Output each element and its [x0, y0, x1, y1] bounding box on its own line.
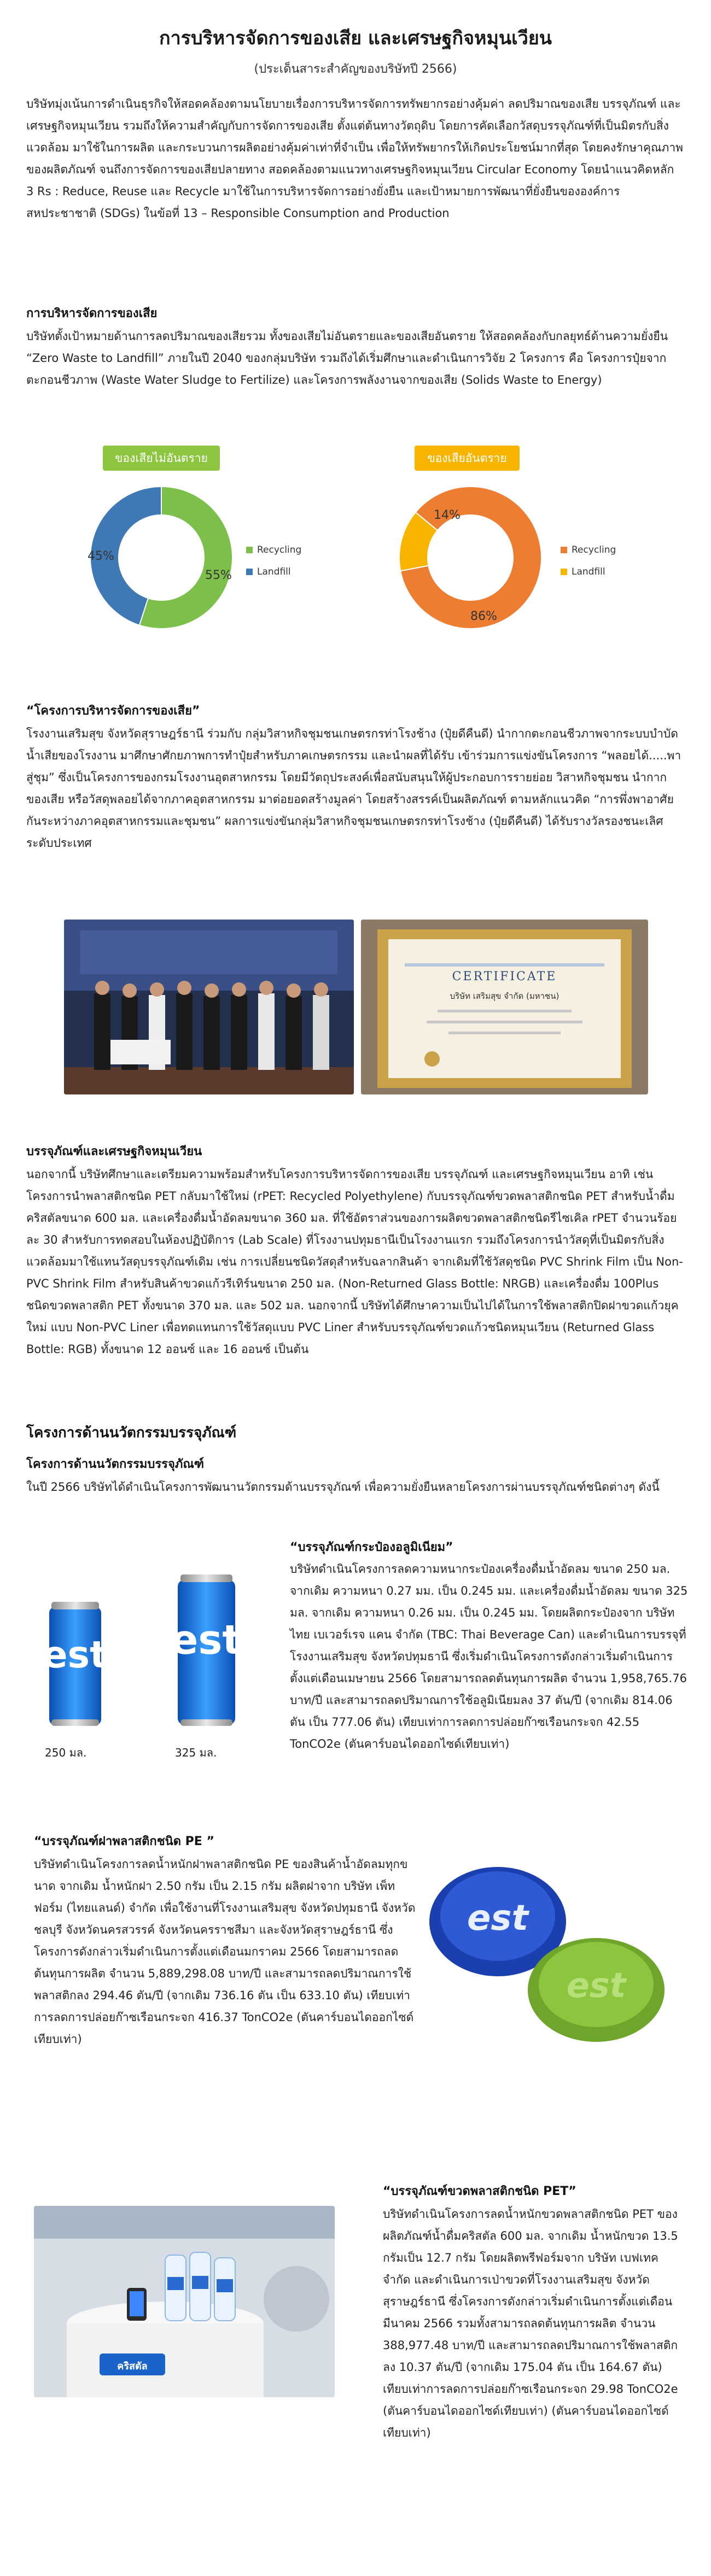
- legend-swatch: [246, 547, 253, 553]
- waste-paragraph: บริษัทตั้งเป้าหมายด้านการลดปริมาณของเสียรวม ทั้งของเสียไม่อันตรายและของเสียอันตราย ให้สอดคล้องกับกลยุทธ์ด้านความยั่งยืน “Zero Waste to Landfill” ภายในปี 2040 ของกลุ่มบริษัท รวมถึงได้เริ่มศึกษาและดำเนินการวิจัย 2 โครงการ คือ โครงการปุ๋ยจากตะกอนชีวภาพ (Waste Water Sludge to Fertilize) และโครงการพลังงานจากของเสีย (Solids Waste to Energy): [26, 330, 668, 387]
- can-large-logo: est: [171, 1617, 242, 1664]
- can-image: [33, 1564, 273, 1738]
- cap-heading: “บรรจุภัณฑ์ฝาพลาสติกชนิด PE ”: [34, 1835, 214, 1848]
- can-paragraph: บริษัทดำเนินโครงการลดความหนากระป๋องเครื่องดื่มน้ำอัดลม ขนาด 250 มล. จากเดิม ความหนา 0.27 มม. เป็น 0.245 มม. และเครื่องดื่มน้ำอัดลม ขนาด 325 มล. จากเดิม ความหนา 0.26 มม. เป็น 0.245 มม. โดยผลิตกระป๋องจาก บริษัท ไทย เบเวอร์เรจ แคน จำกัด (TBC: Thai Beverage Can) และดำเนินการบรรจุที่โรงงานเสริมสุข จังหวัดปทุมธานี ซึ่งเริ่มดำเนินโครงการดังกล่าวเริ่มดำเนินการตั้งแต่เดือนเมษายน 2566 โดยสามารถลดต้นทุนการผลิต จำนวน 1,958,765.76 บาท/ปี และสามารถลดปริมาณการใช้อลูมิเนียมลง 37 ตัน/ปี (จากเดิม 814.06 ตัน เป็น 777.06 ตัน) เทียบเท่าการลดการปล่อยก๊าซเรือนกระจก 42.55 TonCO2e (ตันคาร์บอนไดออกไซด์เทียบเท่า): [290, 1562, 688, 1750]
- can-heading: “บรรจุภัณฑ์กระป๋องอลูมิเนียม”: [290, 1541, 453, 1554]
- legend-swatch: [246, 569, 253, 575]
- waste-heading: การบริหารจัดการของเสีย: [26, 307, 158, 320]
- can-small: [42, 1602, 107, 1726]
- can-large: [171, 1574, 242, 1726]
- legend-swatch: [561, 569, 567, 575]
- chart2-legend-recycling: [561, 545, 616, 555]
- chart1-legend-recycling: [246, 545, 301, 555]
- certificate-title: CERTIFICATE: [452, 970, 557, 983]
- certificate-photo: [361, 920, 648, 1094]
- innovation-heading: โครงการด้านนวัตกรรมบรรจุภัณฑ์: [26, 1425, 237, 1441]
- chart1-legend-landfill: [246, 566, 291, 577]
- innovation-sub-heading: โครงการด้านนวัตกรรมบรรจุภัณฑ์: [26, 1457, 205, 1471]
- page-title: การบริหารจัดการของเสีย และเศรษฐกิจหมุนเวียน: [159, 27, 552, 49]
- chart2-label-recycling: 86%: [470, 610, 497, 623]
- chart1-label-recycling: 55%: [205, 569, 232, 582]
- certificate-name: บริษัท เสริมสุข จำกัด (มหาชน): [450, 991, 560, 1001]
- chart2-title: ของเสียอันตราย: [415, 446, 520, 471]
- green-cap: [528, 1938, 665, 2042]
- chart2-legend-landfill: [561, 566, 605, 577]
- award-ceremony-illustration: [64, 920, 354, 1094]
- project-paragraph: โรงงานเสริมสุข จังหวัดสุราษฎร์ธานี ร่วมกับ กลุ่มวิสาหกิจชุมชนเกษตรกรท่าโรงช้าง (ปุ๋ยดีคืนดี) นำกากตะกอนชีวภาพจากระบบบำบัดน้ำเสียของโรงงาน มาศึกษาศักยภาพการทำปุ๋ยสำหรับภาคเกษตรกรรม และนำผลที่ได้รับ เข้าร่วมการแข่งขันโครงการ “พลอยได้.....พาสู่ชุม” ซึ่งเป็นโครงการของกรมโรงงานอุตสาหกรรม โดยมีวัตถุประสงค์เพื่อสนับสนุนให้ผู้ประกอบการรายย่อย วิสาหกิจชุมชน นำกากของเสีย หรือวัสดุพลอยได้จากภาคอุตสาหกรรม มาต่อยอดสร้างมูลค่า โดยสร้างสรรค์เป็นผลิตภัณฑ์ ตามหลักแนวคิด “การพึ่งพาอาศัยกันระหว่างภาคอุตสาหกรรมและชุมชน” ผลการแข่งขันกลุ่มวิสาหกิจชุมชนเกษตรกรท่าโรงช้าง (ปุ๋ยดีคืนดี) ได้รับรางวัลรองชนะเลิศระดับประเทศ: [26, 727, 681, 850]
- legend-label: Recycling: [572, 545, 616, 555]
- bottle-cap-image: [416, 1856, 678, 2047]
- pet-bottle-photo: [34, 2206, 335, 2397]
- green-cap-logo: est: [566, 1965, 626, 2005]
- pet-bottle-brand: คริสตัล: [117, 2361, 148, 2372]
- legend-label: Landfill: [257, 566, 291, 577]
- chart1-title: ของเสียไม่อันตราย: [103, 446, 220, 471]
- packaging-heading: บรรจุภัณฑ์และเศรษฐกิจหมุนเวียน: [26, 1145, 202, 1158]
- award-ceremony-photo: [64, 920, 354, 1094]
- bottle-paragraph: บริษัทดำเนินโครงการลดน้ำหนักขวดพลาสติกชนิด PET ของผลิตภัณฑ์น้ำดื่มคริสตัล 600 มล. จากเดิม น้ำหนักขวด 13.5 กรัมเป็น 12.7 กรัม โดยผลิตพรีฟอร์มจาก บริษัท เบฟเทค จำกัด และดำเนินการเป่าขวดที่โรงงานเสริมสุข จังหวัดสุราษฎร์ธานี ซึ่งโครงการดังกล่าวเริ่มดำเนินการตั้งแต่เดือนมีนาคม 2566 รวมทั้งสามารถลดต้นทุนการผลิต จำนวน 388,977.48 บาท/ปี และสามารถลดปริมาณการใช้พลาสติกลง 10.37 ตัน/ปี (จากเดิม 175.04 ตัน เป็น 164.67 ตัน) เทียบเท่าการลดการปล่อยก๊าซเรือนกระจก 29.98 TonCO2e (ตันคาร์บอนไดออกไซด์เทียบเท่า) (ตันคาร์บอนไดออกไซด์เทียบเท่า): [383, 2208, 678, 2439]
- packaging-paragraph: นอกจากนี้ บริษัทศึกษาและเตรียมความพร้อมสำหรับโครงการบริหารจัดการของเสีย บรรจุภัณฑ์ และเศรษฐกิจหมุนเวียน อาทิ เช่น โครงการนำพลาสติกชนิด PET กลับมาใช้ใหม่ (rPET: Recycled Polyethylene) กับบรรจุภัณฑ์ขวดพลาสติกชนิด PET สำหรับน้ำดื่มคริสตัลขนาด 600 มล. และเครื่องดื่มน้ำอัดลมขนาด 360 มล. ที่ใช้อัตราส่วนของการผลิตขวดพลาสติกชนิดรีไซเคิล rPET จำนวนร้อยละ 30 สำหรับการทดสอบในห้องปฏิบัติการ (Lab Scale) ที่โรงงานปทุมธานีเป็นโรงงานแรก รวมถึงโครงการนำวัสดุที่เป็นมิตรกับสิ่งแวดล้อมมาใช้แทนวัสดุบรรจุภัณฑ์เดิม เช่น การเปลี่ยนชนิดวัสดุสำหรับฉลากสินค้า จากเดิมที่ใช้วัสดุชนิด PVC Shrink Film เป็น Non-PVC Shrink Film สำหรับสินค้าขวดแก้วรีเทิร์นขนาด 250 มล. (Non-Returned Glass Bottle: NRGB) และเครื่องดื่ม 100Plus ชนิดขวดพลาสติก PET ทั้งขนาด 370 มล. และ 502 มล. นอกจากนี้ บริษัทได้ศึกษาความเป็นไปได้ในการใช้พลาสติกปิดฝาขวดแก้วยุคใหม่ แบบ Non-PVC Liner เพื่อทดแทนการใช้วัสดุแบบ PVC Liner สำหรับบรรจุภัณฑ์ขวดแก้วชนิดหมุนเวียน (Returned Glass Bottle: RGB) ทั้งขนาด 12 ออนซ์ และ 16 ออนซ์ เป็นต้น: [26, 1168, 683, 1356]
- legend-swatch: [561, 547, 567, 553]
- project-heading: “โครงการบริหารจัดการของเสีย”: [26, 704, 200, 718]
- chart1-label-landfill: 45%: [88, 549, 114, 563]
- bottle-heading: “บรรจุภัณฑ์ขวดพลาสติกชนิด PET”: [383, 2185, 576, 2198]
- legend-label: Recycling: [257, 545, 302, 555]
- pet-bottle-illustration: [34, 2206, 335, 2397]
- can-large-label: 325 มล.: [175, 1746, 217, 1759]
- certificate-illustration: [361, 920, 648, 1094]
- page-subtitle: (ประเด็นสาระสำคัญของบริษัทปี 2566): [254, 62, 457, 76]
- legend-label: Landfill: [572, 566, 605, 577]
- can-small-label: 250 มล.: [45, 1746, 87, 1759]
- innovation-paragraph: ในปี 2566 บริษัทได้ดำเนินโครงการพัฒนานวัตกรรมด้านบรรจุภัณฑ์ เพื่อความยั่งยืนหลายโครงการผ่านบรรจุภัณฑ์ชนิดต่างๆ ดังนี้: [26, 1480, 660, 1494]
- can-small-logo: est: [42, 1634, 108, 1677]
- cap-paragraph: บริษัทดำเนินโครงการลดน้ำหนักฝาพลาสติกชนิด PE ของสินค้าน้ำอัดลมทุกขนาด จากเดิม น้ำหนักฝา 2.50 กรัม เป็น 2.15 กรัม ผลิตฝาจาก บริษัท เพ็ทฟอร์ม (ไทยแลนด์) จำกัด เพื่อใช้งานที่โรงงานเสริมสุข จังหวัดปทุมธานี จังหวัดชลบุรี จังหวัดนครสวรรค์ จังหวัดนครราชสีมา และจังหวัดสุราษฎร์ธานี ซึ่งโครงการดังกล่าวเริ่มดำเนินการตั้งแต่เดือนมกราคม 2566 โดยสามารถลดต้นทุนการผลิต จำนวน 5,889,298.08 บาท/ปี และสามารถลดปริมาณการใช้พลาสติกลง 294.46 ตัน/ปี (จากเดิม 736.16 ตัน เป็น 633.10 ตัน) เทียบเท่าการลดการปล่อยก๊าซเรือนกระจก 416.37 TonCO2e (ตันคาร์บอนไดออกไซด์เทียบเท่า): [34, 1858, 416, 2046]
- chart2-label-landfill: 14%: [434, 508, 461, 522]
- blue-cap-logo: est: [467, 1898, 529, 1939]
- intro-paragraph: บริษัทมุ่งเน้นการดำเนินธุรกิจให้สอดคล้องตามนโยบายเรื่องการบริหารจัดการทรัพยากรอย่างคุ้มค่า ลดปริมาณของเสีย บรรจุภัณฑ์ และเศรษฐกิจหมุนเวียน รวมถึงให้ความสำคัญกับการจัดการของเสีย ตั้งแต่ต้นทางวัตถุดิบ โดยการคัดเลือกวัสดุบรรจุภัณฑ์ที่เป็นมิตรกับสิ่งแวดล้อม มาใช้ในการผลิต และกระบวนการผลิตอย่างคุ้มค่าเท่าที่จำเป็น เพื่อให้ทรัพยากรให้เกิดประโยชน์มากที่สุด โดยคงรักษาคุณภาพของผลิตภัณฑ์ จนถึงการจัดการของเสียปลายทาง สอดคล้องตามแนวทางเศรษฐกิจหมุนเวียน Circular Economy โดยนำแนวคิดหลัก 3 Rs : Reduce, Reuse และ Recycle มาใช้ในการบริหารจัดการอย่างยั่งยืน และเป้าหมายการพัฒนาที่ยั่งยืนขององค์การสหประชาชาติ (SDGs) ในข้อที่ 13 – Responsible Consumption and Production: [26, 97, 683, 220]
